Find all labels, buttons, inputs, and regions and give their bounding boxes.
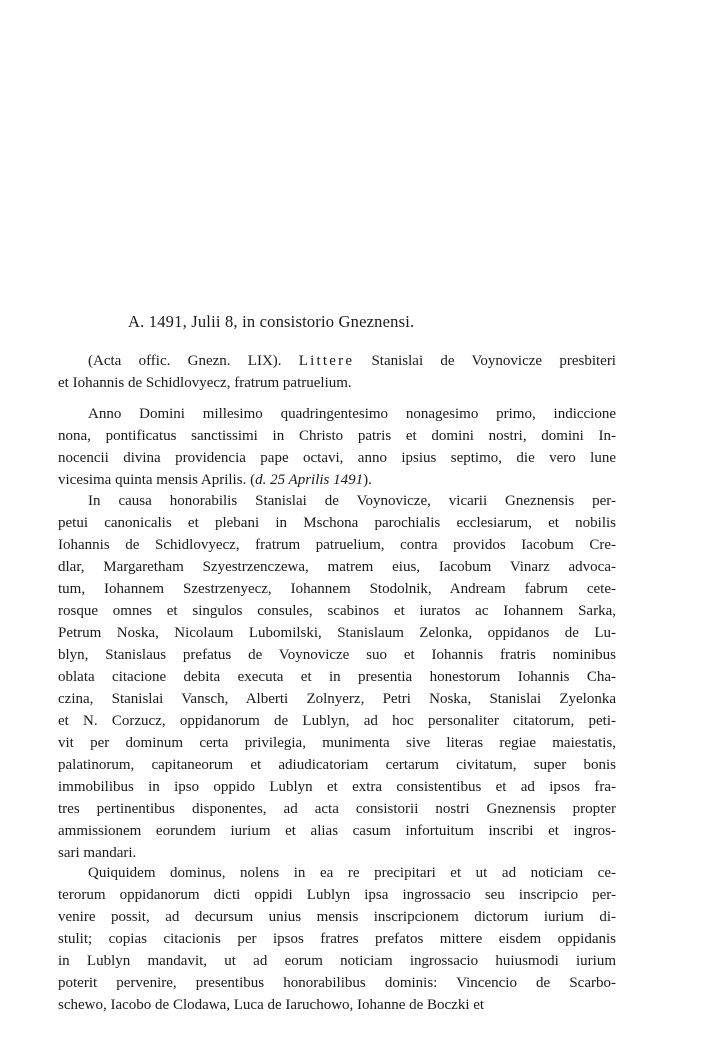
paragraph-causa <box>58 490 616 864</box>
text-line <box>88 350 616 372</box>
text-line: petui canonicalis et plebani in Mschona parochialis ecclesiarum, et nobilis <box>58 515 616 531</box>
text-line: ammissionem eorundem iurium et alias casum infortuitum inscribi et ingros- <box>58 823 616 839</box>
text-line: nocencii divina providencia pape octavi, anno ipsius septimo, die vero lune <box>58 450 616 466</box>
text-line: sari mandari. <box>58 845 137 861</box>
text-line: immobilibus in ipso oppido Lublyn et extra consistentibus et ad ipsos fra- <box>58 779 616 795</box>
text-line: oblata citacione debita executa et in presentia honestorum Iohannis Cha- <box>58 669 616 685</box>
paragraph-quiquidem <box>58 862 616 1016</box>
text-line: dlar, Margaretham Szyestrzenczewa, matrem eius, Iacobum Vinarz advoca- <box>58 559 616 575</box>
text-line: Quiquidem dominus, nolens in ea re precipitari et ut ad noticiam ce- <box>88 865 616 881</box>
text-line: Petrum Noska, Nicolaum Lubomilski, Stanislaum Zelonka, oppidanos de Lu- <box>58 625 616 641</box>
text-line: vit per dominum certa privilegia, munimenta sive literas regiae maiestatis, <box>58 735 616 751</box>
text-line: palatinorum, capitaneorum et adiudicatoriam certarum civitatum, super bonis <box>58 757 616 773</box>
source-reference-rest: Stanislai de Voynovicze presbiteri <box>354 353 616 369</box>
text-line <box>58 469 616 491</box>
text-line: blyn, Stanislaus prefatus de Voynovicze suo et Iohannis fratris nominibus <box>58 647 616 663</box>
paragraph-date <box>58 403 616 491</box>
text-line: et Iohannis de Schidlovyecz, fratrum patruelium. <box>58 375 352 391</box>
text-line: in Lublyn mandavit, ut ad eorum noticiam ingrossacio huiusmodi iurium <box>58 953 616 969</box>
document-heading: A. 1491, Julii 8, in consistorio Gneznensi. <box>128 312 415 331</box>
text-line: In causa honorabilis Stanislai de Voynovicze, vicarii Gneznensis per- <box>88 493 616 509</box>
date-close: ). <box>363 472 372 488</box>
text-line: czina, Stanislai Vansch, Alberti Zolnyerz, Petri Noska, Stanislai Zyelonka <box>58 691 616 707</box>
spaced-title-word: Littere <box>298 353 355 369</box>
text-line: Iohannis de Schidlovyecz, fratrum patruelium, contra providos Iacobum Cre- <box>58 537 616 553</box>
text-line: tum, Iohannem Szestrzenyecz, Iohannem Stodolnik, Andream fabrum cete- <box>58 581 616 597</box>
text-line: terorum oppidanorum dicti oppidi Lublyn ipsa ingrossacio seu inscripcio per- <box>58 887 616 903</box>
date-italic: d. 25 Aprilis 1491 <box>255 472 364 488</box>
text-line: rosque omnes et singulos consules, scabinos et iuratos ac Iohannem Sarka, <box>58 603 616 619</box>
text-line: schewo, Iacobo de Clodawa, Luca de Iaruchowo, Iohanne de Boczki et <box>58 997 485 1013</box>
text-line: nona, pontificatus sanctissimi in Christo patris et domini nostri, domini In- <box>58 428 616 444</box>
paragraph-source-note <box>58 350 616 394</box>
text-line: poterit pervenire, presentibus honorabilibus dominis: Vincencio de Scarbo- <box>58 975 616 991</box>
source-reference: (Acta offic. Gnezn. LIX). <box>88 353 299 369</box>
text-line: et N. Corzucz, oppidanorum de Lublyn, ad hoc personaliter citatorum, peti- <box>58 713 616 729</box>
text-line: tres pertinentibus disponentes, ad acta consistorii nostri Gneznensis propter <box>58 801 616 817</box>
date-text: vicesima quinta mensis Aprilis. ( <box>58 472 256 488</box>
text-line: stulit; copias citacionis per ipsos fratres prefatos mittere eisdem oppidanis <box>58 931 616 947</box>
text-line: Anno Domini millesimo quadringentesimo nonagesimo primo, indiccione <box>88 406 616 422</box>
text-line: venire possit, ad decursum unius mensis inscripcionem dictorum iurium di- <box>58 909 616 925</box>
